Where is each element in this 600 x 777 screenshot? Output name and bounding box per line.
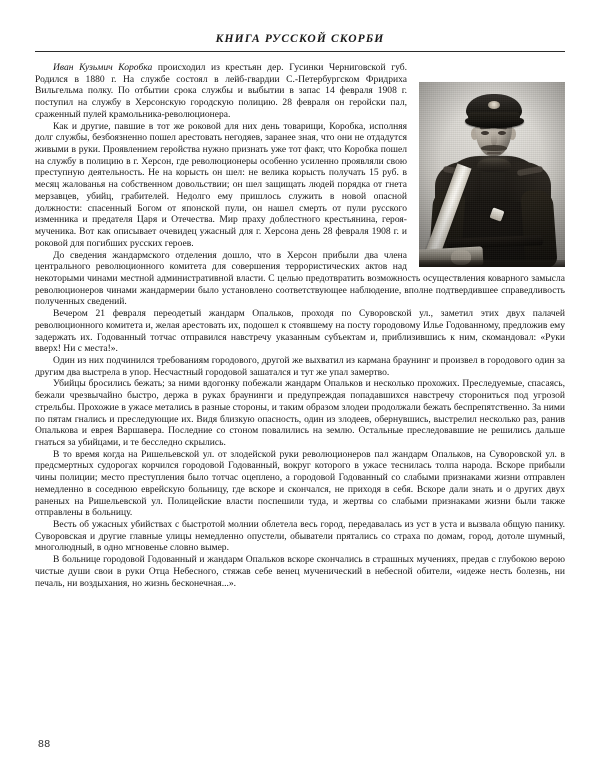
subject-name: Иван Кузьмич Коробка	[53, 62, 153, 73]
paragraph-9: В больнице городовой Годованный и жандарм Опальков вскоре скончались в страшных мучениях, предав с глубокою верою чистые души свои в руки Отца Небесного, стяжав себе венец мученический в небесной обители, «идеже несть болезнь, ни печаль, ни воздыхания, но жизнь бесконечная...».	[35, 554, 565, 589]
paragraph-5: Один из них подчинился требованиям городового, другой же выхватил из кармана браунинг и произвел в городового один за другим два выстрела в упор. Несчастный городовой зашатался и тут же упал замертво.	[35, 354, 565, 378]
paragraph-2: Как и другие, павшие в тот же роковой для них день товарищи, Коробка, исполняя долг службы, безбоязненно пошел арестовать негодяев, заранее зная, что они не отдадутся живыми в руки. Проявлением геройства нужно признать уже тот факт, что Коробка пошел на службу в полицию в г. Херсон, где революционеры особенно усиленно проявляли свою преступную деятельность. Не на корысть он шел: не велика корысть получать 15 руб. в месяц жалованья на собственном довольствии; он шел защищать людей порядка от гнета мерзавцев, убийц, грабителей. Недолго ему пришлось служить в новой опасной должности: спасенный Богом от японской пули, он нашел смерть от пули русского изменника и предателя Царя и Отечества. Мир праху доблестного крестьянина, героя-мученика. Вот как описывает очевидец ужасный для г. Херсона день 28 февраля 1908 г. и роковой для погибших русских героев.	[35, 120, 407, 249]
body-text-column	[35, 62, 565, 589]
paragraph-4: Вечером 21 февраля переодетый жандарм Опальков, проходя по Суворовской ул., заметил этих двух палачей революционного комитета и, желая арестовать их, подошел к стоявшему на посту городовому Илье Годованному, предложив ему задержать их. Годованный тотчас отправился навстречу указанным субъектам и, приблизившись к ним, скомандовал: «Руки вверх! Ни с места!».	[35, 308, 565, 355]
header-rule-divider	[35, 51, 565, 52]
portrait-figure	[419, 82, 565, 267]
paragraph-7: В то время когда на Ришельевской ул. от злодейской руки революционеров пал жандарм Опальков, на Суворовской ул. в предсмертных судорогах корчился городовой Годованный, вокруг которого в ужасе теснилась толпа народа. Вскоре прибыли чины полиции; место преступления было тотчас оцеплено, а городовой Годованный со слабыми признаками жизни отправлен немедленно в соседнюю еврейскую больницу, где вскоре и скончался, не приходя в себя. Вскоре дали знать и о других двух раненых на Ришельевской ул. Полицейские власти поспешили туда, и жертвы со слабыми признаками жизни были также отправлены в больницу.	[35, 448, 565, 519]
photo-bottom-edge	[419, 260, 565, 267]
paragraph-3: До сведения жандармского отделения дошло, что в Херсон прибыли два члена центрального революционного комитета для совершения террористических актов над некоторыми чинами местной административной власти. С целью предотвратить возможность осуществления коварного замысла революционеров чинами жандармерии было установлено соответствующее наблюдение, вполне подтвердившее справедливость полученных сведений.	[35, 249, 565, 308]
paragraph-8: Весть об ужасных убийствах с быстротой молнии облетела весь город, передавалась из уст в уста и вызвала общую панику. Суворовская и другие главные улицы немедленно опустели, обыватели прятались со страха по домам, город, дотоле шумный, многолюдный, в одно мгновенье словно вымер.	[35, 519, 565, 554]
paragraph-6: Убийцы бросились бежать; за ними вдогонку побежали жандарм Опальков и несколько прохожих. Преследуемые, спасаясь, бежали чрезвычайно быстро, держа в руках браунинги и предупреждая попадавшихся навстречу сторониться под угрозой стрельбы. Прохожие в ужасе метались в разные стороны, и таким образом злодеи продолжали бежать беспрепятственно. За ними по пятам гнались и преследующие их. Видя близкую опасность, один из злодеев, обернувшись, выстрелил несколько раз, ранив Опалькова и еврея Варшавера. Последние со стоном повалились на землю. Остальные преследовавшие не решились дальше гнаться за убийцами, и те бесследно скрылись.	[35, 378, 565, 448]
portrait-photograph	[419, 82, 565, 267]
page-number: 88	[38, 738, 51, 750]
paragraph-1-text: происходил из крестьян дер. Гусинки Черниговской губ. Родился в 1880 г. На службе состоял в лейб-гвардии С.-Петербургском Фридриха Вильгельма полку. По отбытии срока службы и выбытии в запас 14 февраля 1908 г. поступил на службу в Херсонскую городскую полицию. 28 февраля он геройски пал, сраженный пулей крамольника-революционера.	[35, 62, 407, 120]
photo-vignette	[419, 82, 565, 267]
running-head: КНИГА РУССКОЙ СКОРБИ	[215, 33, 385, 45]
